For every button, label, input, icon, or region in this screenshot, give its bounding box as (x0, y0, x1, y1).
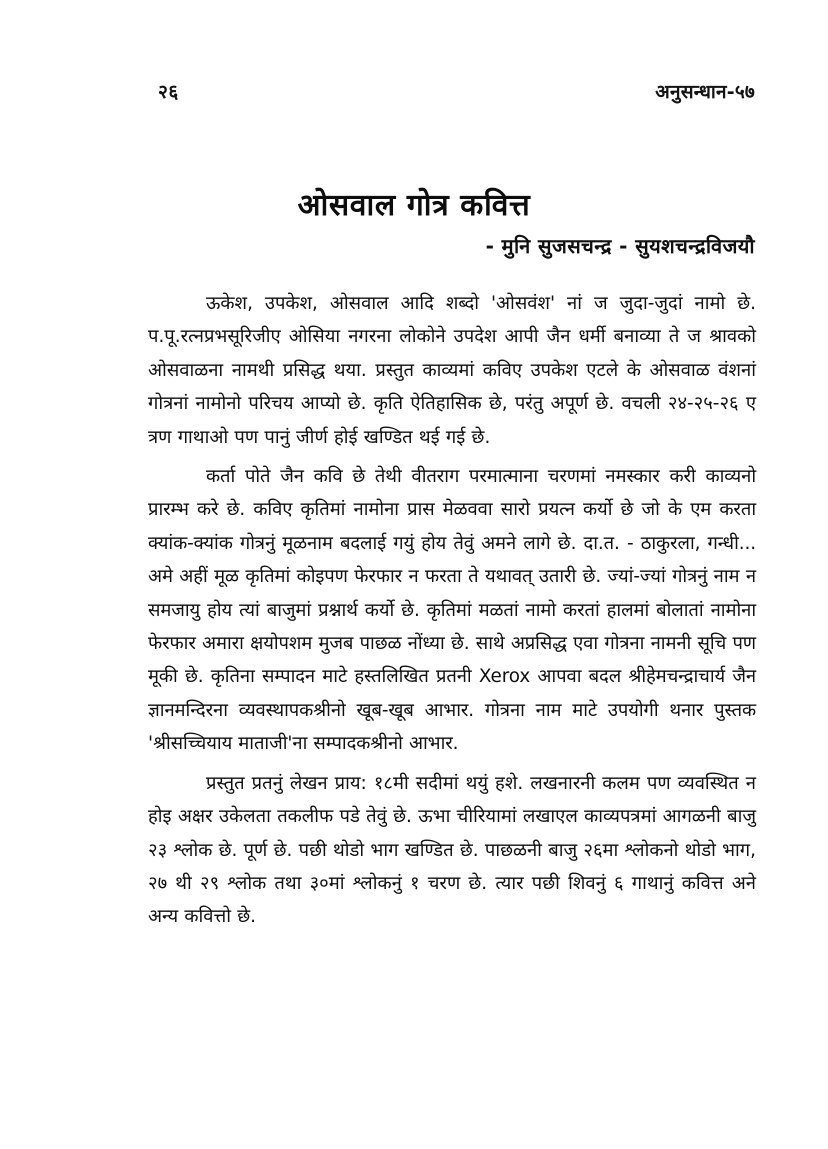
running-header (158, 78, 755, 108)
journal-title-header: अनुसन्धान-५७ (655, 81, 755, 103)
page-folio-number: २६ (158, 81, 179, 103)
article-byline: - मुनि सुजसचन्द्र - सुयशचन्द्रविजयौ (485, 234, 755, 258)
article-body (148, 287, 756, 940)
body-paragraph: ऊकेश, उपकेश, ओसवाल आदि शब्दो 'ओसवंश' नां ज जुदा-जुदां नामो छे. प.पू.रत्नप्रभसूरिजीए ओसिया नगरना लोकोने उपदेश आपी जैन धर्मी बनाव्या ते ज श्रावको ओसवाळना नामथी प्रसिद्ध थया. प्रस्तुत काव्यमां कविए उपकेश एटले के ओसवाळ वंशनां गोत्रनां नामोनो परिचय आप्यो छे. कृति ऐतिहासिक छे, परंतु अपूर्ण छे. वचली २४-२५-२६ ए त्रण गाथाओ पण पानुं जीर्ण होई खण्डित थई गई छे. (148, 293, 756, 448)
article-title: ओसवाल गोत्र कवित्त (297, 188, 531, 224)
body-paragraph: कर्ता पोते जैन कवि छे तेथी वीतराग परमात्माना चरणमां नमस्कार करी काव्यनो प्रारम्भ करे छे. कविए कृतिमां नामोना प्रास मेळववा सारो प्रयत्न कर्यो छे जो के एम करता क्यांक-क्यांक गोत्रनुं मूळनाम बदलाई गयुं होय तेवुं अमने लागे छे. दा.त. - ठाकुरला, गन्धी... अमे अहीं मूळ कृतिमां कोइपण फेरफार न फरता ते यथावत् उतारी छे. ज्यां-ज्यां गोत्रनुं नाम न समजायु होय त्यां बाजुमां प्रश्नार्थ कर्यो छे. कृतिमां मळतां नामो करतां हालमां बोलातां नामोना फेरफार अमारा क्षयोपशम मुजब पाछळ नोंध्या छे. साथे अप्रसिद्ध एवा गोत्रना नामनी सूचि पण मूकी छे. कृतिना सम्पादन माटे हस्तलिखित प्रतनी Xerox आपवा बदल श्रीहेमचन्द्राचार्य जैन ज्ञानमन्दिरना व्यवस्थापकश्रीनो खूब-खूब आभार. गोत्रना नाम माटे उपयोगी थनार पुस्तक 'श्रीसच्चियाय माताजी'ना सम्पादकश्रीनो आभार. (148, 466, 756, 755)
body-paragraph: प्रस्तुत प्रतनुं लेखन प्राय: १८मी सदीमां थयुं हशे. लखनारनी कलम पण व्यवस्थित न होइ अक्षर उकेलता तकलीफ पडे तेवुं छे. ऊभा चीरियामां लखाएल काव्यपत्रमां आगळनी बाजु २३ श्लोक छे. पूर्ण छे. पछी थोडो भाग खण्डित छे. पाछळनी बाजु २६मा श्लोकनो थोडो भाग, २७ थी २९ श्लोक तथा ३०मां श्लोकनुं १ चरण छे. त्यार पछी शिवनुं ६ गाथानुं कवित्त अने अन्य कवित्तो छे. (148, 772, 756, 928)
